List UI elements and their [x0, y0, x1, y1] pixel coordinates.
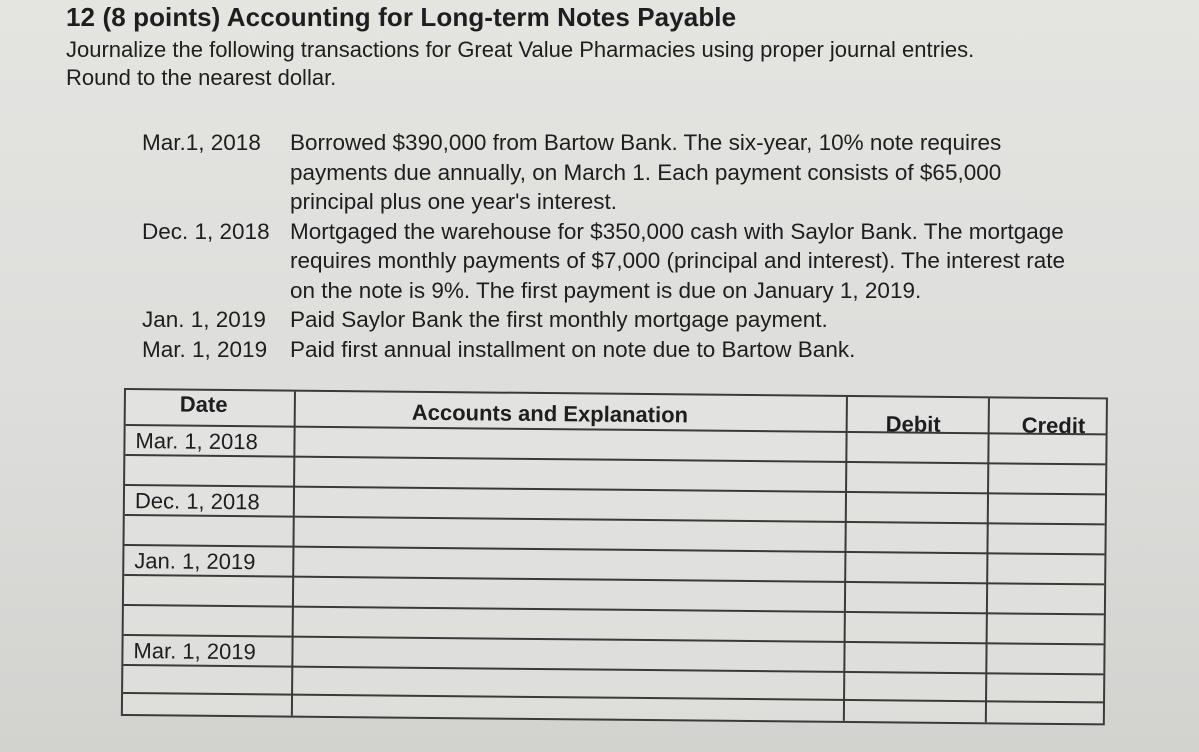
instruction-line: Journalize the following transactions for Great Value Pharmacies using proper journal entries. [66, 37, 975, 62]
debit-cell[interactable] [845, 701, 985, 730]
transaction-item [142, 217, 1065, 306]
date-cell [123, 694, 291, 724]
transaction-line: Paid first annual installment on note due to Bartow Bank. [290, 336, 856, 362]
row-date-label: Mar. 1, 2019 [133, 638, 256, 665]
transaction-text [290, 217, 1065, 306]
transaction-line: principal plus one year's interest. [290, 189, 617, 214]
transaction-item [142, 335, 1065, 365]
account-cell[interactable] [294, 518, 844, 551]
credit-cell[interactable] [987, 644, 1105, 673]
transaction-text [290, 128, 1001, 217]
account-cell[interactable] [295, 488, 845, 521]
debit-cell[interactable] [847, 493, 987, 522]
date-cell [125, 456, 293, 486]
instructions [66, 36, 974, 92]
account-cell[interactable] [293, 696, 843, 729]
header-date: Date [179, 391, 228, 417]
question-title: 12 (8 points) Accounting for Long-term Notes Payable [66, 2, 737, 32]
account-cell[interactable] [295, 458, 845, 491]
row-date-label: Dec. 1, 2018 [134, 488, 260, 515]
credit-cell[interactable] [988, 614, 1106, 643]
header-accounts: Accounts and Explanation [411, 399, 689, 428]
credit-cell[interactable] [988, 584, 1106, 613]
debit-cell[interactable] [846, 523, 986, 552]
debit-cell[interactable] [846, 613, 986, 642]
transaction-line: Paid Saylor Bank the first monthly mortgage payment. [290, 307, 828, 332]
credit-cell[interactable] [988, 524, 1106, 553]
transaction-line: requires monthly payments of $7,000 (principal and interest). The interest rate [290, 248, 1065, 273]
row-date-label: Jan. 1, 2019 [134, 548, 256, 575]
account-cell[interactable] [294, 578, 844, 611]
transaction-line: payments due annually, on March 1. Each payment consists of $65,000 [290, 159, 1002, 185]
transaction-text [290, 335, 855, 365]
debit-cell[interactable] [847, 433, 987, 462]
debit-cell[interactable] [845, 673, 985, 702]
transaction-item [142, 128, 1065, 217]
transaction-list [142, 128, 1065, 364]
transaction-item [142, 305, 1065, 335]
debit-cell[interactable] [846, 583, 986, 612]
date-cell [125, 516, 293, 546]
transaction-date: Mar.1, 2018 [142, 130, 261, 155]
debit-cell[interactable] [847, 463, 987, 492]
credit-cell[interactable] [988, 554, 1106, 583]
transaction-text [290, 305, 828, 335]
debit-cell[interactable] [845, 643, 985, 672]
account-cell[interactable] [294, 608, 844, 641]
instruction-line: Round to the nearest dollar. [66, 65, 337, 90]
credit-cell[interactable] [989, 434, 1107, 463]
credit-cell[interactable] [987, 702, 1105, 731]
debit-cell[interactable] [846, 553, 986, 582]
header-debit: Debit [885, 411, 941, 437]
transaction-date: Mar. 1, 2019 [142, 336, 268, 362]
row-date-label: Mar. 1, 2018 [135, 428, 258, 455]
date-cell [123, 666, 291, 696]
transaction-date: Jan. 1, 2019 [142, 307, 266, 332]
credit-cell[interactable] [989, 494, 1107, 523]
journal-table [121, 388, 1108, 725]
transaction-line: Mortgaged the warehouse for $350,000 cash with Saylor Bank. The mortgage [290, 218, 1064, 244]
transaction-line: Borrowed $390,000 from Bartow Bank. The six-year, 10% note requires [290, 130, 1002, 155]
credit-cell[interactable] [989, 464, 1107, 493]
account-cell[interactable] [294, 548, 844, 581]
account-cell[interactable] [295, 428, 845, 461]
transaction-line: on the note is 9%. The first payment is due on January 1, 2019. [290, 277, 922, 303]
date-cell [124, 576, 292, 606]
credit-cell[interactable] [987, 674, 1105, 703]
account-cell[interactable] [293, 638, 843, 671]
date-cell [124, 606, 292, 636]
transaction-date: Dec. 1, 2018 [142, 218, 270, 244]
header-credit: Credit [1021, 412, 1086, 439]
